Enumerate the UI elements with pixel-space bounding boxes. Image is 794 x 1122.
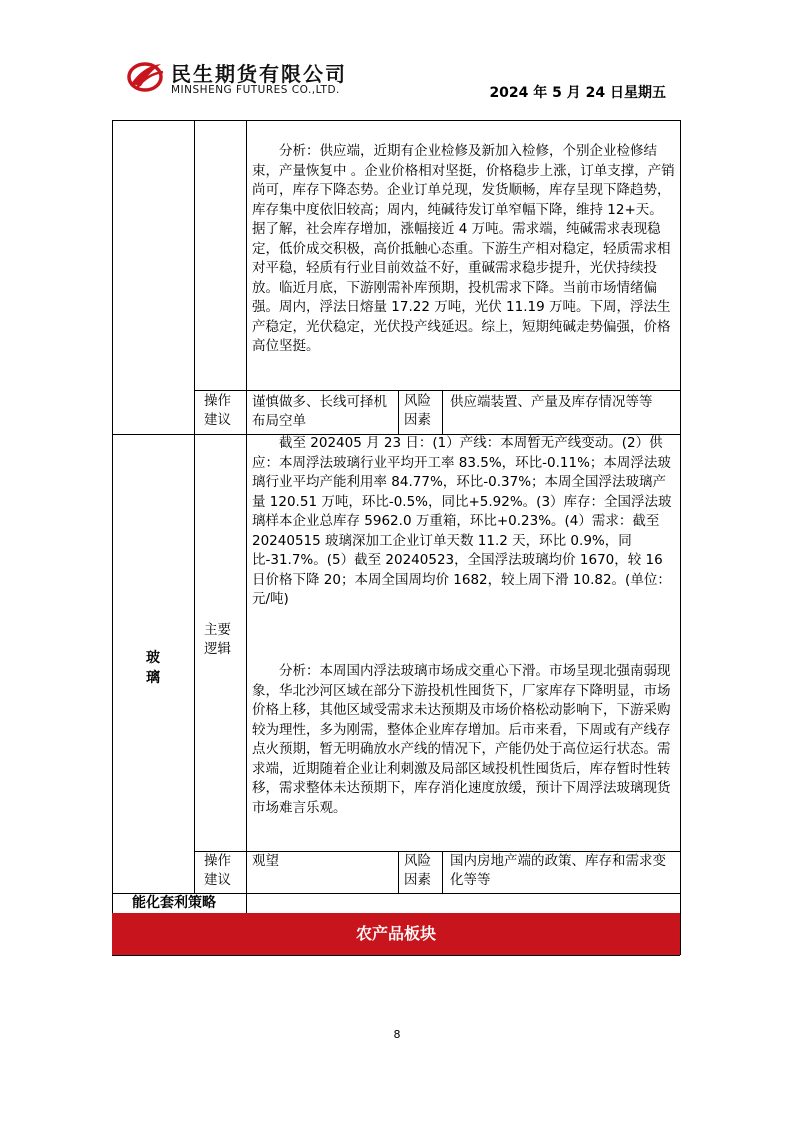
soda-op-label: 操作建议 xyxy=(204,393,231,428)
glass-risk-value: 国内房地产端的政策、库存和需求变化等等 xyxy=(450,853,666,888)
minsheng-logo-icon xyxy=(127,58,165,94)
soda-risk-value: 供应端装置、产量及库存情况等等 xyxy=(450,394,653,410)
energy-arb-label: 能化套利策略 xyxy=(132,895,216,911)
table-border-top xyxy=(112,120,680,121)
glass-op-value: 观望 xyxy=(252,853,279,869)
soda-op-value: 谨慎做多、长线可择机布局空单 xyxy=(252,394,387,429)
page-number: 8 xyxy=(393,1028,401,1041)
glass-logic-text: 截至 202405 月 23 日：(1）产线：本周暂无产线变动。(2）供应：本周浮法玻璃行业平均开工率 83.5%，环比-0.11%；本周浮法玻璃行业平均产能利用率 84.77%，环比-0.37%；本周全国浮法玻璃产量 120.51 万吨，环比-0.5%，同比+5.92%。(3）库存：全国浮法玻璃样本企业总库存 5962.0 万重箱，环比+0.23%。(4）需求：截至 20240515 玻璃深加工企业订单天数 11.2 天，环比 0.9%，同比-31.7%。(5）截至 20240523，全国浮法玻璃均价 1670，较 16 日价格下降 20；本周全国周均价 1682，较上周下滑 10.82。(单位：元/吨) xyxy=(252,435,672,607)
report-date: 2024 年 5 月 24 日星期五 xyxy=(489,85,666,101)
glass-risk-label: 风险因素 xyxy=(404,853,431,888)
glass-op-label: 操作建议 xyxy=(204,853,231,888)
soda-risk-label: 风险因素 xyxy=(404,393,431,428)
company-name-cn: 民生期货有限公司 xyxy=(171,62,347,86)
company-name-en: MINSHENG FUTURES CO.,LTD. xyxy=(171,84,340,96)
company-logo xyxy=(127,56,367,100)
section-banner-agriculture: 农产品板块 xyxy=(112,913,680,955)
glass-logic-label: 主要逻辑 xyxy=(204,622,231,657)
glass-category-label: 玻璃 xyxy=(146,650,160,686)
glass-analysis-text: 分析：本周国内浮法玻璃市场成交重心下滑。市场呈现北强南弱现象，华北沙河区域在部分下游投机性囤货下，厂家库存下降明显，市场价格上移，其他区域受需求未达预期及市场价格松动影响下，下游采购较为理性，多为刚需，整体企业库存增加。后市来看，下周或有产线存点火预期，暂无明确放水产线的情况下，产能仍处于高位运行状态。需求端，近期随着企业让利刺激及局部区域投机性囤货后，库存暂时性转移，需求整体未达预期下，库存消化速度放缓，预计下周浮法玻璃现货市场难言乐观。 xyxy=(252,663,671,816)
soda-analysis-text: 分析：供应端，近期有企业检修及新加入检修，个别企业检修结束，产量恢复中 。企业价格相对坚挺，价格稳步上涨，订单支撑，产销尚可，库存下降态势。企业订单兑现，发货顺畅，库存呈现下降趋势，库存集中度依旧较高；周内，纯碱待发订单窄幅下降，维持 12+天。据了解，社会库存增加，涨幅接近 4 万吨。需求端，纯碱需求表现稳定，低价成交积极，高价抵触心态重。下游生产相对稳定，轻质需求相对平稳，轻质有行业目前效益不好，重碱需求稳步提升，光伏持续投放。临近月底，下游刚需补库预期，投机需求下降。当前市场情绪偏强。周内，浮法日熔量 17.22 万吨，光伏 11.19 万吨。下周，浮法生产稳定，光伏稳定，光伏投产线延迟。综上，短期纯碱走势偏强，价格高位坚挺。 xyxy=(252,143,675,354)
